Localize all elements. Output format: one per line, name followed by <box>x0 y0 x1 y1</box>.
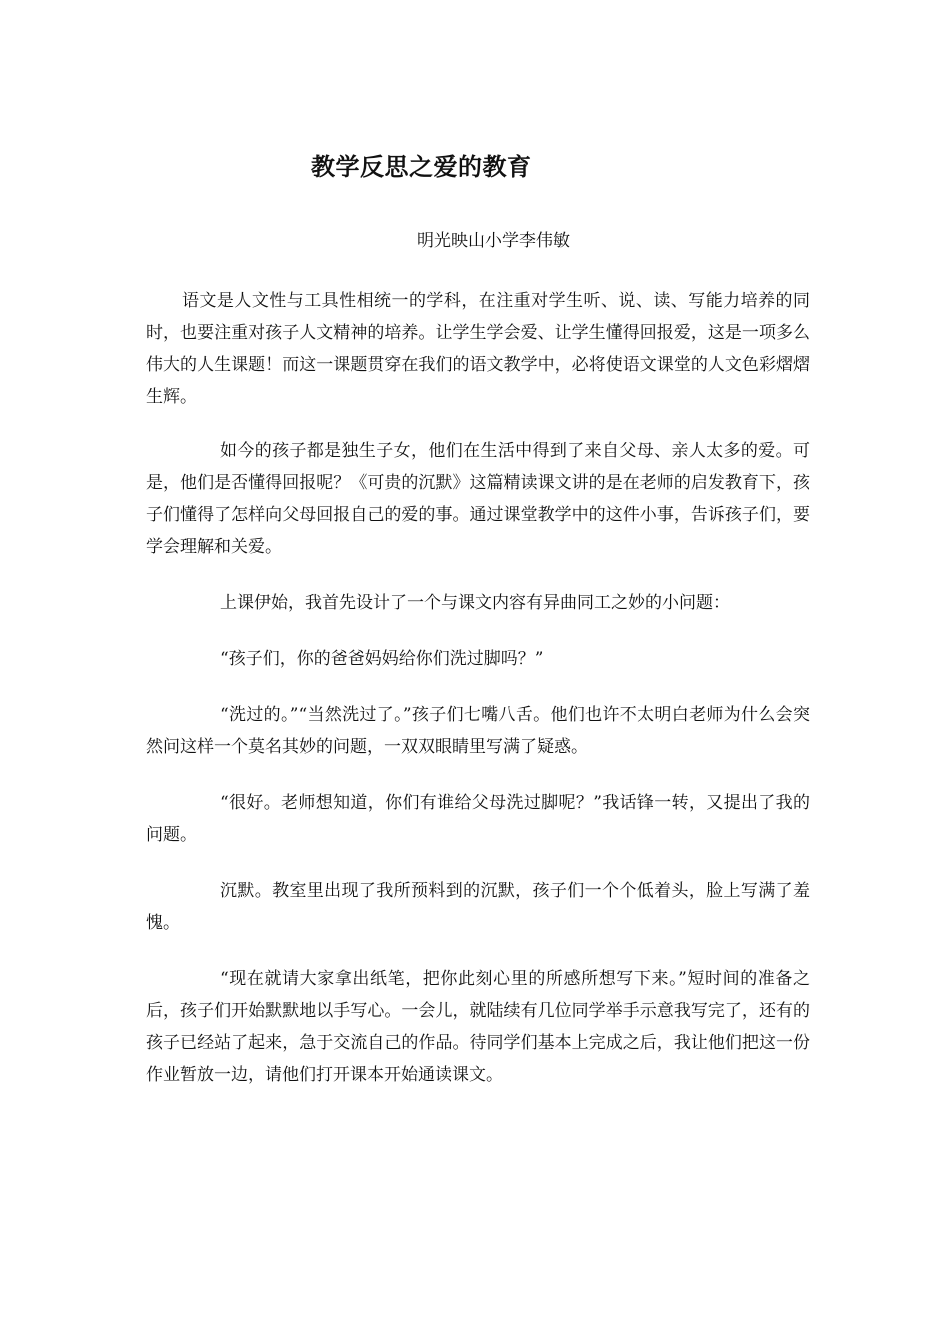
document-title: 教学反思之爱的教育 <box>311 153 532 181</box>
paragraph: “洗过的。”“当然洗过了。”孩子们七嘴八舌。他们也许不太明白老师为什么会突然问这样一个莫名其妙的问题，一双双眼睛里写满了疑惑。 <box>146 705 810 757</box>
document-author: 明光映山小学李伟敏 <box>417 231 570 251</box>
paragraph: “孩子们，你的爸爸妈妈给你们洗过脚吗？” <box>220 649 544 669</box>
paragraph: 语文是人文性与工具性相统一的学科，在注重对学生听、说、读、写能力培养的同时，也要注重对孩子人文精神的培养。让学生学会爱、让学生懂得回报爱，这是一项多么伟大的人生课题！而这一课题贯穿在我们的语文教学中，必将使语文课堂的人文色彩熠熠生辉。 <box>146 291 810 407</box>
paragraph: 上课伊始，我首先设计了一个与课文内容有异曲同工之妙的小问题： <box>220 593 730 613</box>
paragraph: 如今的孩子都是独生子女，他们在生活中得到了来自父母、亲人太多的爱。可是，他们是否懂得回报呢？《可贵的沉默》这篇精读课文讲的是在老师的启发教育下，孩子们懂得了怎样向父母回报自己的爱的事。通过课堂教学中的这件小事，告诉孩子们，要学会理解和关爱。 <box>146 441 810 557</box>
paragraph: “很好。老师想知道，你们有谁给父母洗过脚呢？”我话锋一转，又提出了我的问题。 <box>146 793 810 845</box>
paragraph: 沉默。教室里出现了我所预料到的沉默，孩子们一个个低着头，脸上写满了羞愧。 <box>146 881 810 933</box>
document-body <box>146 285 810 1115</box>
paragraph: “现在就请大家拿出纸笔，把你此刻心里的所感所想写下来。”短时间的准备之后，孩子们开始默默地以手写心。一会儿，就陆续有几位同学举手示意我写完了，还有的孩子已经站了起来，急于交流自己的作品。待同学们基本上完成之后，我让他们把这一份作业暂放一边，请他们打开课本开始通读课文。 <box>146 969 810 1085</box>
